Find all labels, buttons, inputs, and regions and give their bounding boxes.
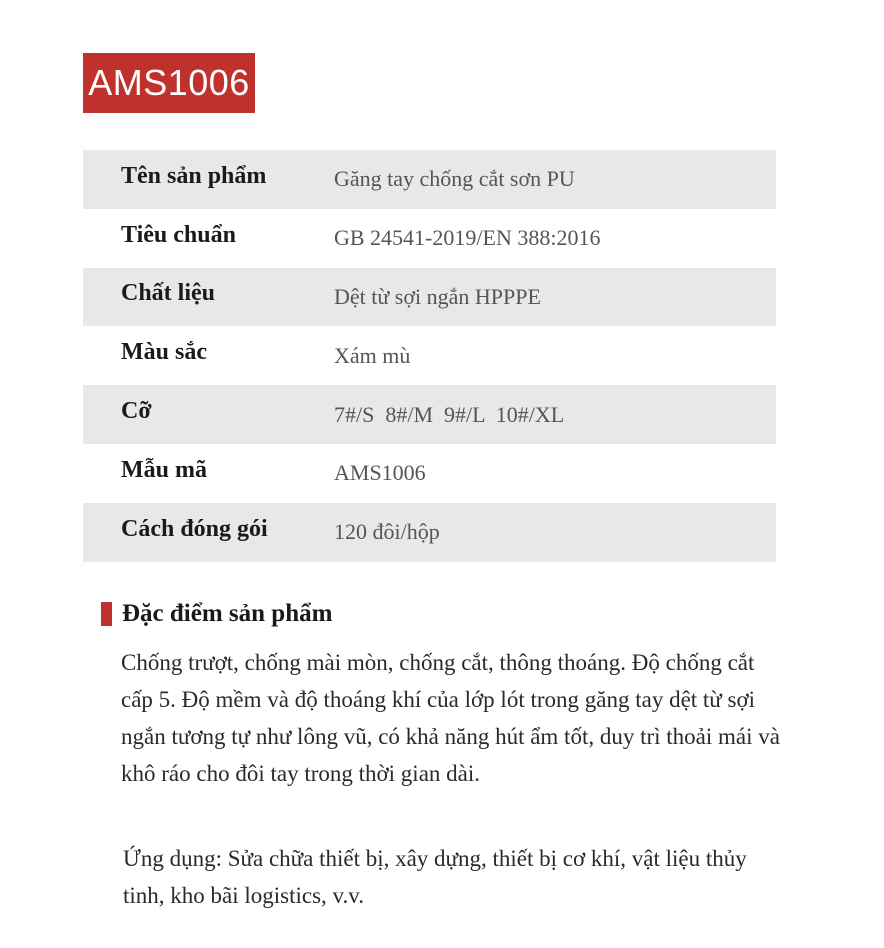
spec-row-size	[83, 385, 776, 444]
spec-value: 120 đôi/hộp	[334, 519, 440, 545]
application-paragraph: Ứng dụng: Sửa chữa thiết bị, xây dựng, thiết bị cơ khí, vật liệu thủy tinh, kho bãi logistics, v.v.	[123, 846, 747, 908]
spec-label: Màu sắc	[121, 339, 207, 366]
section-title: Đặc điểm sản phẩm	[122, 600, 333, 627]
spec-label: Tiêu chuẩn	[121, 221, 236, 248]
spec-value: 7#/S 8#/M 9#/L 10#/XL	[334, 401, 565, 427]
spec-label: Tên sản phẩm	[121, 162, 267, 189]
spec-row-model	[83, 444, 776, 503]
spec-value: GB 24541-2019/EN 388:2016	[334, 225, 601, 251]
spec-table	[83, 150, 776, 562]
features-paragraph: Chống trượt, chống mài mòn, chống cắt, thông thoáng. Độ chống cắt cấp 5. Độ mềm và độ thoáng khí của lớp lót trong găng tay dệt từ sợi ngắn tương tự như lông vũ, có khả năng hút ẩm tốt, duy trì thoải mái và khô ráo cho đôi tay trong thời gian dài.	[121, 650, 780, 786]
spec-value: Xám mù	[334, 342, 411, 368]
spec-label: Mẫu mã	[121, 456, 207, 483]
spec-value: Dệt từ sợi ngắn HPPPE	[334, 283, 541, 309]
spec-label: Cách đóng gói	[121, 515, 268, 542]
spec-label: Chất liệu	[121, 280, 216, 307]
spec-value: Găng tay chống cắt sơn PU	[334, 166, 575, 192]
model-badge: AMS1006	[83, 53, 255, 113]
spec-row-packaging	[83, 503, 776, 562]
section-accent-bar	[101, 602, 112, 626]
spec-row-color	[83, 326, 776, 385]
features-heading	[101, 600, 332, 628]
spec-label: Cỡ	[121, 398, 152, 425]
spec-value: AMS1006	[334, 460, 426, 486]
spec-row-product-name	[83, 150, 776, 209]
spec-row-standard	[83, 209, 776, 268]
spec-row-material	[83, 268, 776, 327]
